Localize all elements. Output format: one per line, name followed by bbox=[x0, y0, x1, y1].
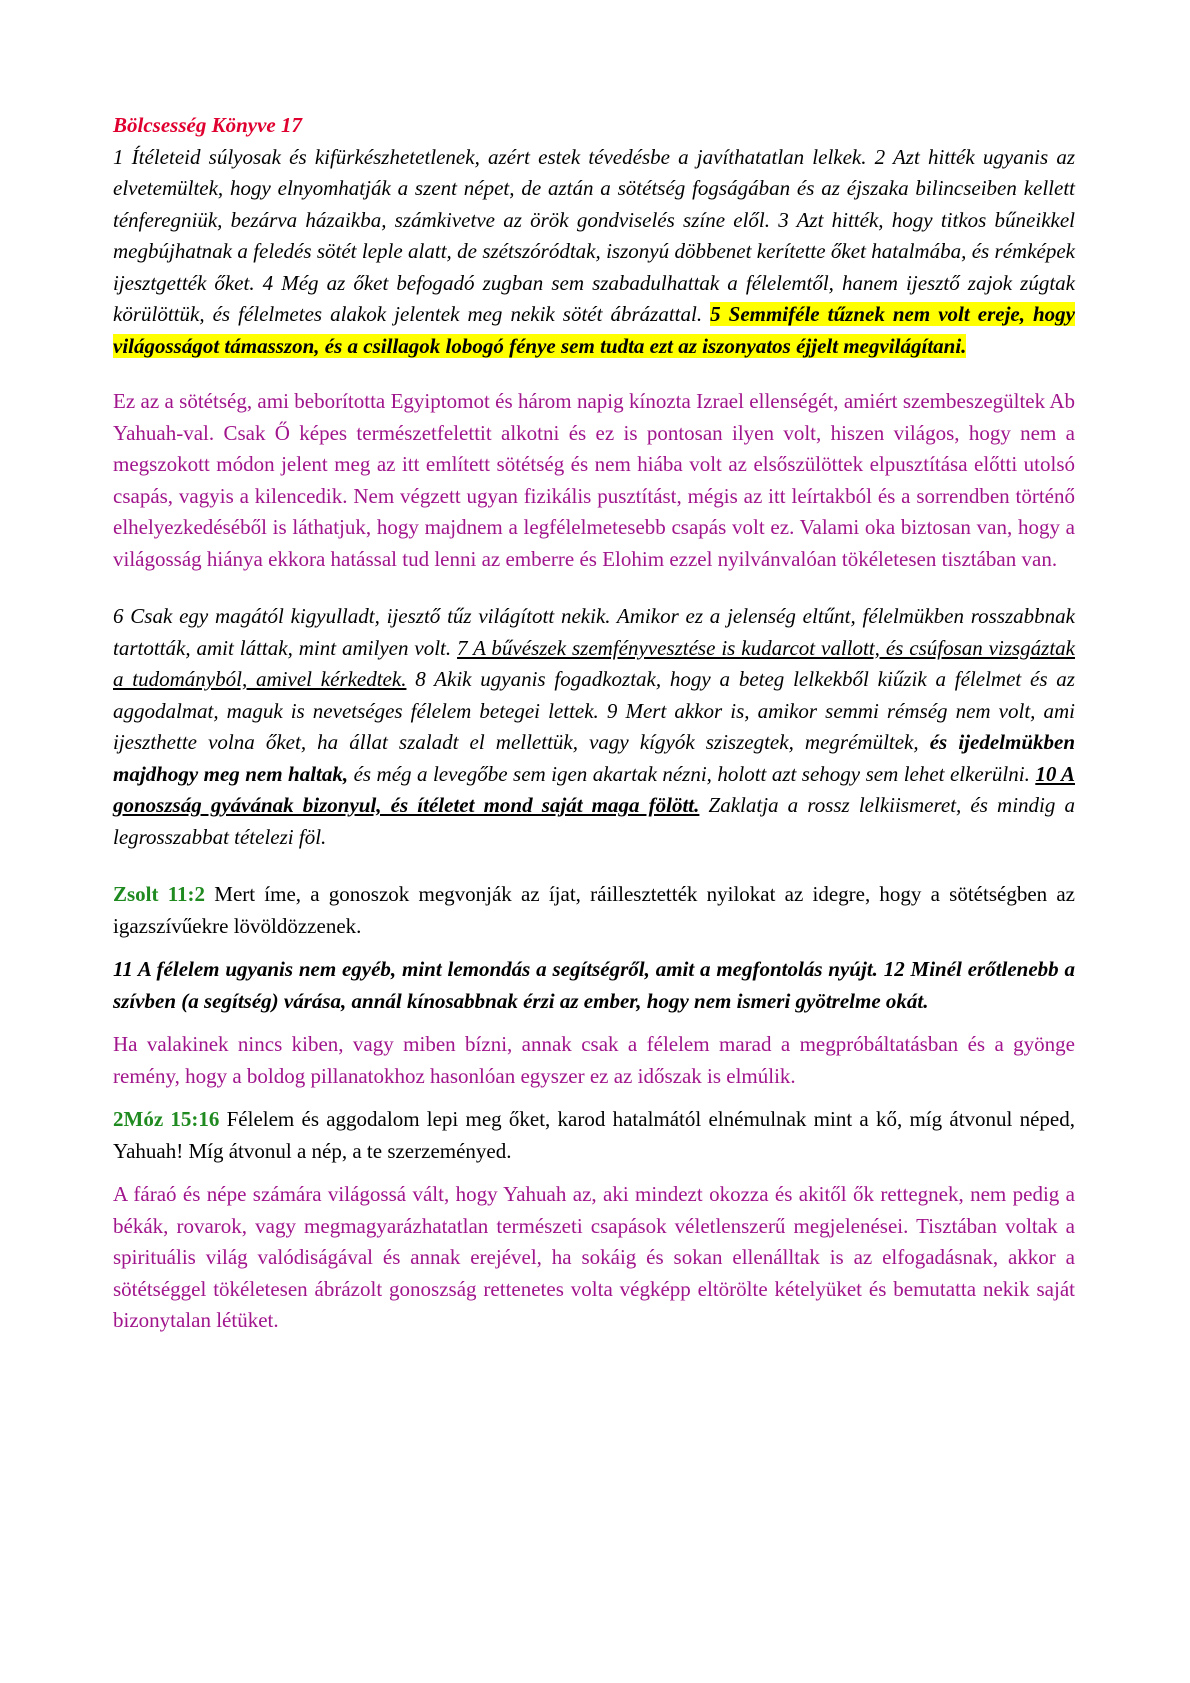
scripture-passage-2 bbox=[113, 601, 1075, 853]
verse-9-end: és még a levegőbe sem igen akartak nézni, holott azt sehogy sem lehet elkerülni. bbox=[348, 761, 1036, 786]
bold-underlined-verse-10: 10 A gonoszság gyávának bizonyul, és ítéletet mond saját maga fölött. bbox=[113, 761, 1075, 817]
verses-1-4: 1 Ítéleteid súlyosak és kifürkészhetetlenek, azért estek tévedésbe a javíthatatlan lelkek. 2 Azt hitték ugyanis az elvetemültek, hogy elnyomhatják a szent népet, de aztán a sötétség fogságában és az éjszaka bilincseiben kellett ténferegniük, bezárva házaikba, számkivetve az örök gondviselés színe elől. 3 Azt hitték, hogy titkos bűneikkel megbújhatnak a feledés sötét leple alatt, de szétszóródtak, iszonyú döbbenet kerítette őket hatalmába, és rémképek ijesztgették őket. 4 Még az őket befogadó zugban sem szabadulhattak a félelemtől, hanem ijesztő zajok zúgtak körülöttük, és félelmetes alakok jelentek meg nekik sötét ábrázattal. bbox=[113, 144, 1075, 326]
bold-phrase: és ijedelmükben majdhogy meg nem haltak, bbox=[113, 730, 1075, 786]
reference-exodus: 2Móz 15:16 bbox=[113, 1107, 220, 1131]
cross-reference-exodus bbox=[113, 1104, 1075, 1167]
verses-8-9: 8 Akik ugyanis fogadkoztak, hogy a beteg lelkekből kiűzik a félelmet és az aggodalmat, maguk is nevetséges félelem betegei lettek. 9 Mert akkor is, amikor semmi rémség nem volt, ami ijeszthette volna őket, ha állat szaladt el mellettük, vagy kígyók sziszegtek, megrémültek, bbox=[113, 667, 1075, 754]
cross-reference-psalm bbox=[113, 879, 1075, 942]
commentary-1: Ez az a sötétség, ami beborította Egyiptomot és három napig kínozta Izrael ellenségét, amiért szembeszegültek Ab Yahuah-val. Csak Ő képes természetfelettit alkotni és ez is pontosan ilyen volt, hiszen világos, hogy nem a megszokott módon jelent meg az itt említett sötétség és nem hiába volt az elsőszülöttek elpusztítása előtti utolsó csapás, vagyis a kilencedik. Nem végzett ugyan fizikális pusztítást, mégis az itt leírtakból és a sorrendben történő elhelyezkedéséből is láthatjuk, hogy majdnem a legfélelmetesebb csapás volt ez. Valami oka biztosan van, hogy a világosság hiánya ekkora hatással tud lenni az emberre és Elohim ezzel nyilvánvalóan tökéletesen tisztában van. bbox=[113, 389, 1075, 571]
chapter-title: Bölcsesség Könyve 17 bbox=[113, 113, 302, 137]
verse-10-end: Zaklatja a rossz lelkiismeret, és mindig a legrosszabbat tételezi föl. bbox=[113, 793, 1075, 849]
underlined-verse-7: 7 A bűvészek szemfényvesztése is kudarcot vallott, és csúfosan vizsgáztak a tudományból, amivel kérkedtek. bbox=[113, 635, 1075, 691]
scripture-passage-1 bbox=[113, 110, 1075, 362]
highlighted-verse-5: 5 Semmiféle tűznek nem volt ereje, hogy világosságot támasszon, és a csillagok lobogó fénye sem tudta ezt az iszonyatos éjjelt megvilágítani. bbox=[113, 302, 1075, 358]
commentary-3: A fáraó és népe számára világossá vált, hogy Yahuah az, aki mindezt okozza és akitől ők rettegnek, nem pedig a békák, rovarok, vagy megmagyarázhatatlan természeti csapások véletlenszerű megjelenései. Tisztában voltak a spirituális világ valódiságával és annak erejével, ha sokáig és sokan ellenálltak is az elfogadásnak, akkor a sötétséggel tökéletesen ábrázolt gonoszság rettenetes volta végképp eltörölte kételyüket és bemutatta nekik saját bizonytalan létüket. bbox=[113, 1182, 1075, 1332]
exodus-text: Félelem és aggodalom lepi meg őket, karod hatalmától elnémulnak mint a kő, míg átvonul néped, Yahuah! Míg átvonul a nép, a te szerzeményed. bbox=[113, 1107, 1075, 1163]
document-page bbox=[113, 110, 1075, 1363]
verse-6: 6 Csak egy magától kigyulladt, ijesztő tűz világított nekik. Amikor ez a jelenség eltűnt, félelmükben rosszabbnak tartották, amit láttak, mint amilyen volt. bbox=[113, 604, 1075, 660]
commentary-2: Ha valakinek nincs kiben, vagy miben bízni, annak csak a félelem marad a megpróbáltatásban és a gyönge remény, hogy a boldog pillanatokhoz hasonlóan egyszer ez az időszak is elmúlik. bbox=[113, 1032, 1075, 1088]
psalm-text: Mert íme, a gonoszok megvonják az íjat, ráillesztették nyilokat az idegre, hogy a sötétségben az igazszívűekre lövöldözzenek. bbox=[113, 882, 1075, 938]
scripture-passage-3: 11 A félelem ugyanis nem egyéb, mint lemondás a segítségről, amit a megfontolás nyújt. 12 Minél erőtlenebb a szívben (a segítség) várása, annál kínosabbnak érzi az ember, hogy nem ismeri gyötrelme okát. bbox=[113, 957, 1075, 1013]
reference-psalm: Zsolt 11:2 bbox=[113, 882, 206, 906]
